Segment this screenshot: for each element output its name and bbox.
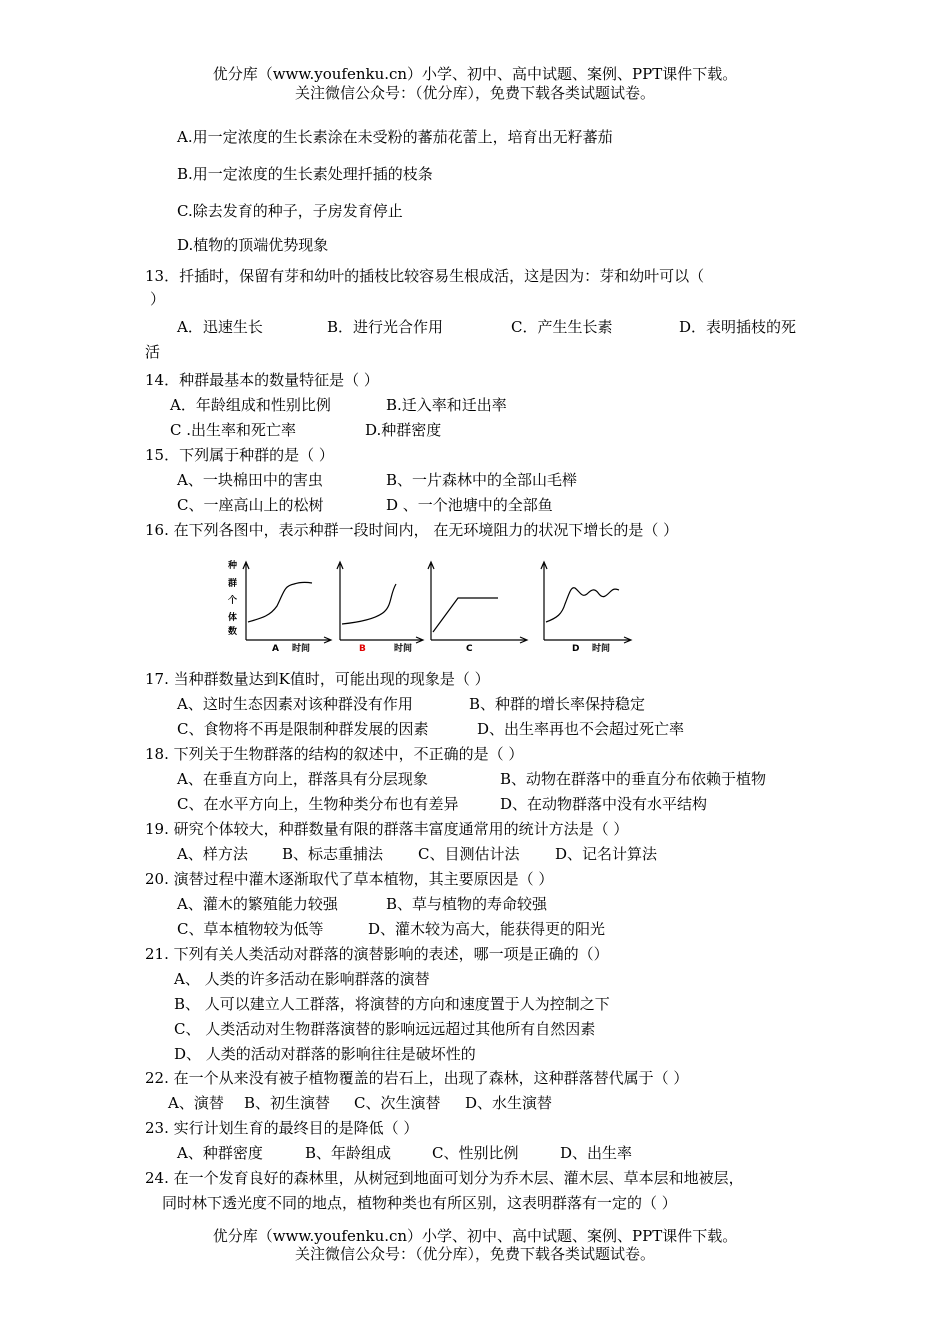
q13-stem: 13．扦插时，保留有芽和幼叶的插枝比较容易生根成活，这是因为：芽和幼叶可以（: [145, 267, 705, 285]
q18-option-d: D、在动物群落中没有水平结构: [500, 795, 708, 813]
q15-option-c: C、一座高山上的松树: [177, 496, 324, 514]
q14-option-d: D.种群密度: [365, 421, 442, 439]
graph-ylabel-char: 数: [228, 627, 238, 637]
q15-stem: 15．下列属于种群的是（ ）: [145, 446, 334, 464]
q14-stem: 14．种群最基本的数量特征是（ ）: [145, 371, 379, 389]
q12-option-b: B.用一定浓度的生长素处理扦插的枝条: [177, 165, 433, 183]
q19-option-d: D、记名计算法: [555, 845, 658, 863]
q13-option-d: D．表明插枝的死: [679, 318, 797, 336]
q24-stem-cont: 同时林下透光度不同的地点，植物种类也有所区别，这表明群落有一定的（ ）: [162, 1194, 677, 1212]
q14-option-a: A．年龄组成和性别比例: [170, 396, 331, 414]
q21-option-d: D、 人类的活动对群落的影响往往是破坏性的: [174, 1045, 476, 1063]
q22-option-c: C、次生演替: [354, 1094, 441, 1112]
graph-ylabel-char: 群: [228, 579, 238, 589]
graph-d-label: D: [572, 644, 580, 654]
q20-option-c: C、草本植物较为低等: [177, 920, 324, 938]
q23-option-d: D、出生率: [560, 1144, 633, 1162]
q24-stem: 24. 在一个发育良好的森林里，从树冠到地面可划分为乔木层、灌木层、草本层和地被层，: [145, 1169, 744, 1187]
q22-option-a: A、演替: [168, 1094, 224, 1112]
q13-option-c: C．产生生长素: [511, 318, 613, 336]
graph-d: [541, 562, 631, 643]
q23-option-b: B、年龄组成: [305, 1144, 392, 1162]
graph-b-time: 时间: [394, 644, 413, 654]
q18-option-a: A、在垂直方向上，群落具有分层现象: [177, 770, 428, 788]
graph-a: [243, 562, 331, 643]
footer-line-2: 关注微信公众号：（优分库），免费下载各类试题试卷。: [294, 1245, 655, 1263]
q17-option-d: D、出生率再也不会超过死亡率: [477, 720, 685, 738]
q22-stem: 22. 在一个从来没有被子植物覆盖的岩石上，出现了森林，这种群落替代属于（ ）: [145, 1069, 689, 1087]
graph-a-label: A: [272, 644, 279, 654]
graph-c-curve: [433, 598, 498, 632]
q20-stem: 20. 演替过程中灌木逐渐取代了草本植物，其主要原因是（ ）: [145, 870, 554, 888]
q12-option-c: C.除去发育的种子，子房发育停止: [177, 202, 403, 220]
header-line-2: 关注微信公众号：（优分库），免费下载各类试题试卷。: [294, 84, 655, 102]
graph-d-time: 时间: [592, 644, 611, 654]
graph-ylabel-char: 体: [228, 613, 238, 623]
q15-option-b: B、一片森林中的全部山毛榉: [386, 471, 578, 489]
q13-option-d-cont: 活: [145, 343, 161, 361]
header-line-1: 优分库（www.youfenku.cn）小学、初中、高中试题、案例、PPT课件下载。: [212, 65, 738, 83]
graph-ylabel-char: 种: [228, 561, 238, 571]
q17-option-a: A、这时生态因素对该种群没有作用: [177, 695, 413, 713]
q13-stem-cont: ）: [150, 290, 166, 308]
q23-stem: 23. 实行计划生育的最终目的是降低（ ）: [145, 1119, 419, 1137]
q19-option-c: C、目测估计法: [418, 845, 520, 863]
q21-option-b: B、 人可以建立人工群落，将演替的方向和速度置于人为控制之下: [174, 995, 610, 1013]
q17-option-c: C、食物将不再是限制种群发展的因素: [177, 720, 429, 738]
q21-option-a: A、 人类的许多活动在影响群落的演替: [174, 970, 430, 988]
q18-stem: 18. 下列关于生物群落的结构的叙述中，不正确的是（ ）: [145, 745, 524, 763]
q18-option-b: B、动物在群落中的垂直分布依赖于植物: [500, 770, 767, 788]
graph-c-label: C: [466, 644, 473, 654]
q17-option-b: B、种群的增长率保持稳定: [469, 695, 646, 713]
q19-option-b: B、标志重捕法: [282, 845, 384, 863]
q20-option-a: A、灌木的繁殖能力较强: [177, 895, 338, 913]
graph-c: [428, 562, 527, 643]
q12-option-a: A.用一定浓度的生长素涂在未受粉的蕃茄花蕾上，培育出无籽蕃茄: [177, 128, 613, 146]
q21-stem: 21. 下列有关人类活动对群落的演替影响的表述，哪一项是正确的（）: [145, 945, 609, 963]
graph-d-curve: [546, 588, 619, 622]
graph-a-time: 时间: [292, 644, 311, 654]
q21-option-c: C、 人类活动对生物群落演替的影响远远超过其他所有自然因素: [174, 1020, 596, 1038]
q22-option-d: D、水生演替: [465, 1094, 553, 1112]
graph-b-label: B: [359, 644, 366, 654]
q13-option-b: B．进行光合作用: [327, 318, 444, 336]
q15-option-d: D 、一个池塘中的全部鱼: [386, 496, 553, 514]
graph-b: [337, 562, 423, 643]
q22-option-b: B、初生演替: [244, 1094, 331, 1112]
q19-option-a: A、样方法: [177, 845, 248, 863]
q23-option-a: A、种群密度: [177, 1144, 263, 1162]
q17-stem: 17. 当种群数量达到K值时，可能出现的现象是（ ）: [145, 670, 490, 688]
q20-option-d: D、灌木较为高大，能获得更的阳光: [368, 920, 606, 938]
q18-option-c: C、在水平方向上，生物种类分布也有差异: [177, 795, 459, 813]
graph-b-curve: [342, 584, 396, 624]
q16-stem: 16. 在下列各图中，表示种群一段时间内， 在无环境阻力的状况下增长的是（ ）: [145, 521, 679, 539]
q15-option-a: A、一块棉田中的害虫: [177, 471, 323, 489]
q14-option-b: B.迁入率和迁出率: [386, 396, 507, 414]
q23-option-c: C、性别比例: [432, 1144, 519, 1162]
population-growth-graphs: [222, 556, 642, 656]
footer-line-1: 优分库（www.youfenku.cn）小学、初中、高中试题、案例、PPT课件下载。: [212, 1227, 738, 1245]
q14-option-c: C .出生率和死亡率: [170, 421, 297, 439]
q20-option-b: B、草与植物的寿命较强: [386, 895, 548, 913]
graph-ylabel-char: 个: [228, 596, 238, 606]
graph-a-curve: [248, 582, 312, 622]
q12-option-d: D.植物的顶端优势现象: [177, 236, 329, 254]
q13-option-a: A．迅速生长: [177, 318, 263, 336]
q19-stem: 19. 研究个体较大，种群数量有限的群落丰富度通常用的统计方法是（ ）: [145, 820, 629, 838]
